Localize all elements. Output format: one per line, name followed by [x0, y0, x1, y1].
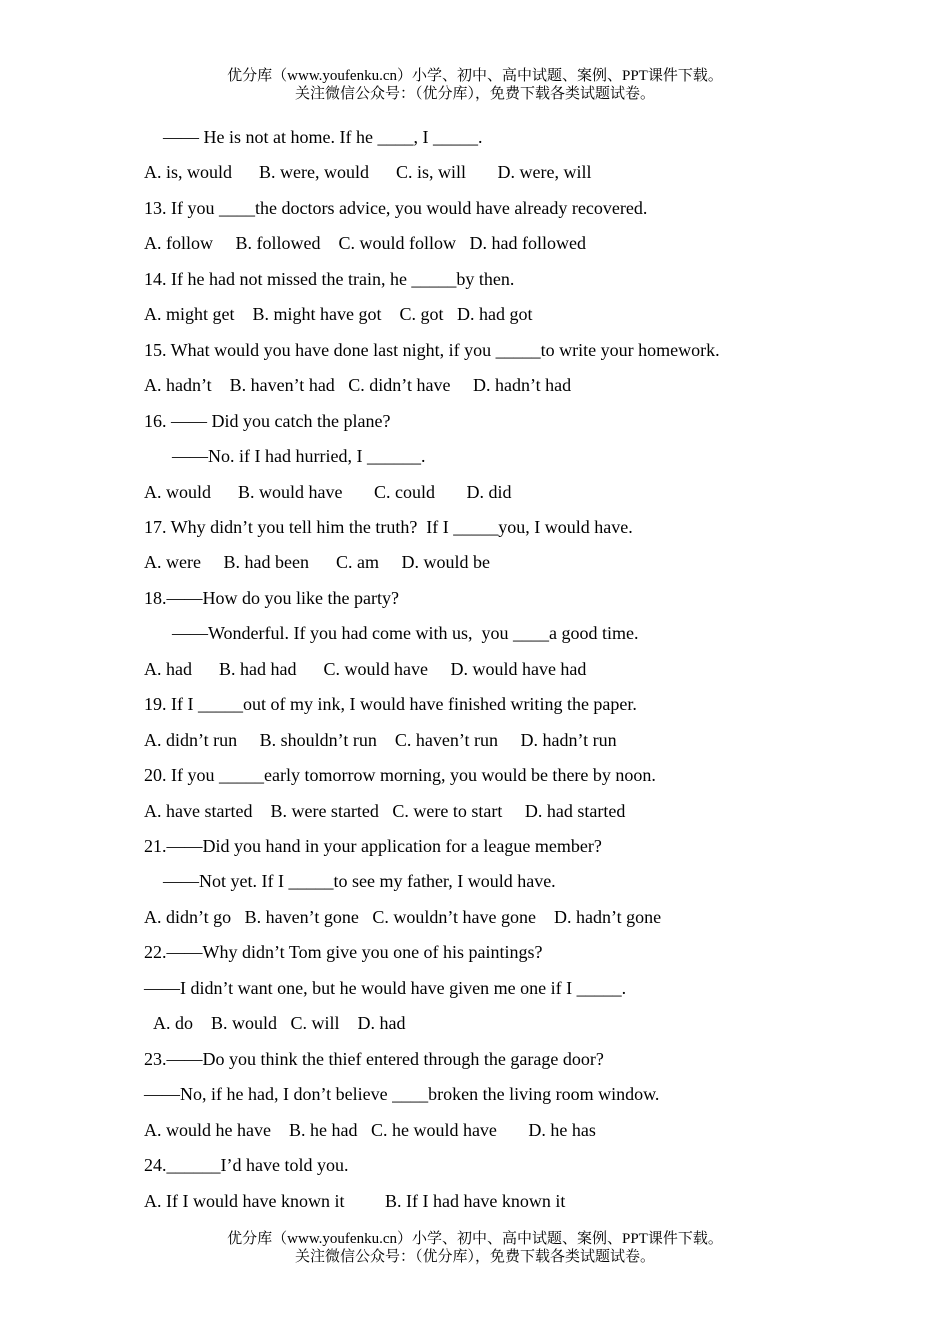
text-line: 24.______I’d have told you.	[144, 1155, 349, 1176]
text-line: 21.——Did you hand in your application for a league member?	[144, 836, 602, 856]
text-line: ——No, if he had, I don’t believe ____broken the living room window.	[144, 1084, 660, 1105]
text-line: ——Wonderful. If you had come with us, you ____a good time.	[172, 623, 639, 644]
text-line: 23.——Do you think the thief entered through the garage door?	[144, 1048, 604, 1069]
footer-line-1: 优分库（www.youfenku.cn）小学、初中、高中试题、案例、PPT课件下载。	[227, 1231, 723, 1247]
text-line: A. follow B. followed C. would follow D. had followed	[144, 233, 586, 254]
text-line: A. might get B. might have got C. got D. had got	[144, 304, 533, 325]
header-line-2: 关注微信公众号：（优分库），免费下载各类试题试卷。	[294, 86, 655, 102]
text-line: A. is, would B. were, would C. is, will D. were, will	[144, 162, 592, 183]
text-line: A. If I would have known it B. If I had have known it	[144, 1190, 566, 1211]
text-line: 16. —— Did you catch the plane?	[144, 410, 391, 431]
text-line: A. didn’t go B. haven’t gone C. wouldn’t have gone D. hadn’t gone	[144, 906, 662, 927]
text-line: A. do B. would C. will D. had	[153, 1013, 406, 1034]
text-line: A. have started B. were started C. were to start D. had started	[144, 800, 626, 821]
text-line: 14. If he had not missed the train, he _____by then.	[144, 268, 515, 289]
text-line: A. didn’t run B. shouldn’t run C. haven’t run D. hadn’t run	[144, 729, 617, 750]
text-line: ——No. if I had hurried, I ______.	[172, 446, 426, 467]
page-footer	[0, 1230, 950, 1266]
text-line: 17. Why didn’t you tell him the truth? If I _____you, I would have.	[144, 516, 633, 537]
header-line-1: 优分库（www.youfenku.cn）小学、初中、高中试题、案例、PPT课件下载。	[227, 68, 723, 84]
text-line: 15. What would you have done last night, if you _____to write your homework.	[144, 339, 720, 360]
text-line: ——Not yet. If I _____to see my father, I would have.	[163, 871, 556, 892]
page-header	[0, 67, 950, 103]
text-line: A. had B. had had C. would have D. would have had	[144, 658, 587, 679]
text-line: 13. If you ____the doctors advice, you would have already recovered.	[144, 197, 648, 218]
text-line: ——I didn’t want one, but he would have given me one if I _____.	[144, 977, 627, 998]
text-line: 20. If you _____early tomorrow morning, you would be there by noon.	[144, 765, 656, 786]
text-line: A. were B. had been C. am D. would be	[144, 552, 490, 573]
text-line: 22.——Why didn’t Tom give you one of his paintings?	[144, 942, 543, 963]
text-line: A. hadn’t B. haven’t had C. didn’t have D. hadn’t had	[144, 375, 572, 396]
text-line: —— He is not at home. If he ____, I _____.	[163, 127, 483, 147]
text-line: A. would B. would have C. could D. did	[144, 481, 512, 502]
footer-line-2: 关注微信公众号：（优分库），免费下载各类试题试卷。	[294, 1249, 655, 1265]
text-line: A. would he have B. he had C. he would have D. he has	[144, 1119, 596, 1140]
text-line: 18.——How do you like the party?	[144, 587, 399, 608]
text-line: 19. If I _____out of my ink, I would have finished writing the paper.	[144, 694, 637, 715]
